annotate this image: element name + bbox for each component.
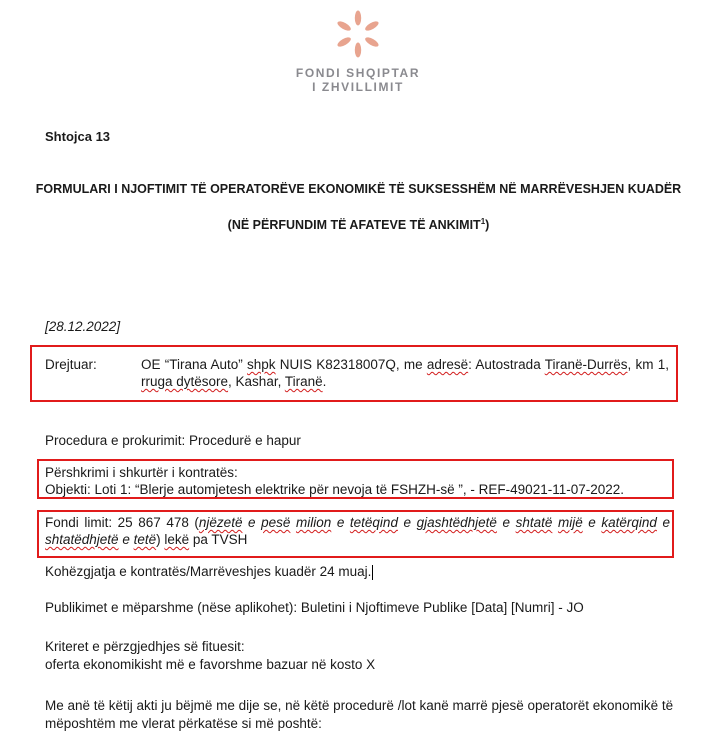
fund-text: e — [656, 515, 670, 530]
fund-text: e — [582, 515, 602, 530]
fund-word: tetëqind — [349, 515, 398, 530]
form-subtitle-end: ) — [485, 218, 490, 233]
contract-heading: Përshkrimi i shkurtër i kontratës: — [45, 465, 238, 480]
fund-word: katërqind — [601, 515, 657, 530]
fund-word: tetë — [133, 532, 157, 547]
fund-text: e — [331, 515, 350, 530]
addressee-word: Tiranë-Durrës — [544, 357, 628, 372]
addressee-details — [141, 356, 669, 390]
logo-line-1: FONDI SHQIPTAR — [295, 66, 421, 80]
addressee-word: Tiranë — [284, 374, 323, 389]
fund-text: e — [496, 515, 516, 530]
notice-date: [28.12.2022] — [45, 319, 121, 334]
form-subtitle — [20, 217, 697, 232]
form-title: FORMULARI I NJOFTIMIT TË OPERATORËVE EKONOMIKË TË SUKSESSHËM NË MARRËVESHJEN KUADËR — [35, 182, 682, 196]
fund-label: Fondi limit: 25 867 478 ( — [45, 515, 199, 530]
fund-word: pesë — [261, 515, 291, 530]
fund-word: shtatë — [515, 515, 553, 530]
contract-object: Objekti: Loti 1: “Blerje automjetesh elektrike për nevoja të FSHZH-së ”, - REF-49021-11-07-2022. — [45, 482, 625, 497]
addressee-word: adresë — [426, 357, 469, 372]
text-cursor — [372, 565, 373, 580]
selection-criteria-value: oferta ekonomikisht më e favorshme bazuar në kosto X — [45, 657, 376, 672]
addressee-text: : Autostrada — [468, 357, 545, 372]
fund-text: ) — [156, 532, 165, 547]
addressee-word: rruga dytësore — [141, 374, 229, 389]
addressee-text: , km 1, — [627, 357, 669, 372]
logo-text — [258, 66, 458, 94]
annex-label: Shtojca 13 — [45, 129, 111, 144]
addressee-text: , Kashar, — [228, 374, 285, 389]
fund-text: pa TVSH — [189, 532, 248, 547]
contract-duration[interactable] — [45, 563, 373, 580]
addressee-word: shpk — [247, 357, 276, 372]
selection-criteria-heading: Kriteret e përzgjedhjes së fituesit: — [45, 639, 245, 654]
previous-publications: Publikimet e mëparshme (nëse aplikohet): Buletini i Njoftimeve Publike [Data] [Numri] - JO — [45, 600, 584, 615]
fund-word: shtatëdhjetë — [45, 532, 119, 547]
form-subtitle-text: (NË PËRFUNDIM TË AFATEVE TË ANKIMIT — [227, 218, 481, 233]
fund-text: e — [242, 515, 262, 530]
addressee-text: NUIS K82318007Q, me — [275, 357, 427, 372]
fund-word: milion — [295, 515, 332, 530]
closing-line-2: mëposhtëm me vlerat përkatëse si më poshtë: — [45, 716, 322, 731]
closing-line-1: Me anë të këtij akti ju bëjmë me dije se, në këtë procedurë /lot kanë marrë pjesë operatorët ekonomikë të — [45, 698, 674, 713]
addressee-text: . — [322, 374, 327, 389]
addressee-label: Drejtuar: — [45, 357, 97, 372]
fund-word: mijë — [557, 515, 583, 530]
logo-line-2: I ZHVILLIMIT — [312, 80, 404, 94]
fund-text: e — [397, 515, 417, 530]
fshzh-logo-icon — [335, 10, 381, 60]
fund-text: e — [118, 532, 134, 547]
fund-limit — [45, 514, 670, 548]
addressee-text: OE “Tirana Auto” — [141, 357, 248, 372]
footnote-marker[interactable]: 1 — [480, 217, 486, 226]
fund-word: lekë — [164, 532, 190, 547]
fund-word: gjashtëdhjetë — [416, 515, 497, 530]
fund-word: njëzetë — [198, 515, 243, 530]
contract-duration-text: Kohëzgjatja e kontratës/Marrëveshjes kuadër 24 muaj. — [45, 564, 372, 579]
procurement-procedure: Procedura e prokurimit: Procedurë e hapur — [45, 433, 301, 448]
